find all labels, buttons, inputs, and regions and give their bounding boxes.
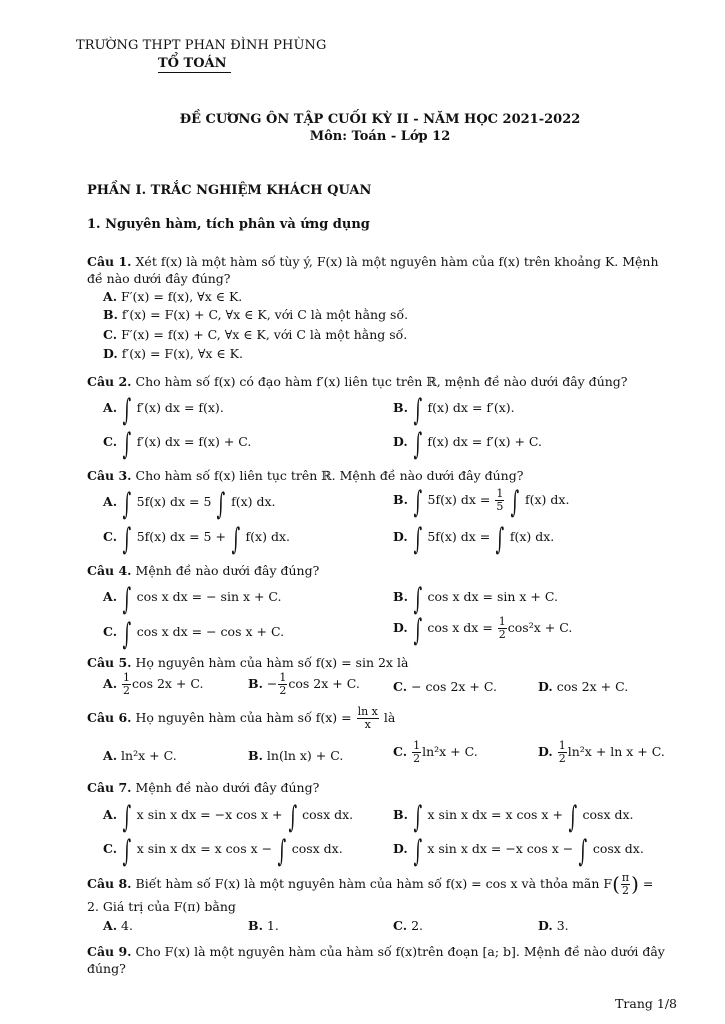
- question-7-option-d[interactable]: D. ∫ x sin x dx = −x cos x − ∫ cosx dx.: [393, 834, 644, 869]
- question-3-option-c[interactable]: C. ∫ 5f(x) dx = 5 + ∫ f(x) dx.: [103, 522, 290, 557]
- question-6-option-b[interactable]: B. ln(ln x) + C.: [248, 748, 344, 763]
- integral-icon: ∫: [122, 487, 132, 522]
- question-8-option-b[interactable]: B. 1.: [248, 918, 279, 933]
- question-7-option-a[interactable]: A. ∫ x sin x dx = −x cos x + ∫ cosx dx.: [103, 800, 354, 835]
- fraction: $\frac{1}{2}$: [123, 671, 131, 697]
- integral-icon: ∫: [122, 834, 132, 869]
- question-8-stem-continued: 2. Giá trị của F(π) bằng: [87, 899, 236, 914]
- fraction: $\frac{\text{ln x}}{x}$: [357, 705, 378, 731]
- integral-icon: ∫: [510, 485, 520, 520]
- question-2-option-a[interactable]: A. ∫ f′(x) dx = f(x).: [103, 393, 224, 428]
- question-7-option-b[interactable]: B. ∫ x sin x dx = x cos x + ∫ cosx dx.: [393, 800, 634, 835]
- question-6-option-d[interactable]: D. $\frac{1}{2}$ ln²x + ln x + C.: [538, 739, 665, 765]
- question-1-option-b[interactable]: B. f′(x) = F(x) + C, ∀x ∈ K, với C là một hằng số.: [103, 307, 409, 322]
- question-1: [87, 253, 677, 287]
- question-4-option-d[interactable]: D. ∫ cos x dx = $\frac{1}{2}$ cos²x + C.: [393, 613, 573, 648]
- question-8: Câu 8. Biết hàm số F(x) là một nguyên hàm của hàm số f(x) = cos x và thỏa mãn F( $\frac{\pi}{2}$ ) =: [87, 871, 654, 897]
- question-5-option-a[interactable]: A. $\frac{1}{2}$ cos 2x + C.: [103, 671, 204, 697]
- integral-icon: ∫: [413, 522, 422, 557]
- question-6-option-c[interactable]: C. $\frac{1}{2}$ ln²x + C.: [393, 739, 478, 765]
- integral-icon: ∫: [122, 427, 132, 462]
- integral-icon: ∫: [413, 834, 422, 869]
- page-number: Trang 1/8: [615, 996, 677, 1011]
- integral-icon: ∫: [413, 613, 422, 648]
- question-3: Câu 3. Cho hàm số f(x) liên tục trên ℝ. Mệnh đề nào dưới đây đúng?: [87, 468, 524, 483]
- integral-icon: ∫: [122, 800, 132, 835]
- fraction: $\frac{1}{2}$: [558, 739, 566, 765]
- question-6-option-a[interactable]: A. ln²x + C.: [103, 748, 177, 763]
- integral-icon: ∫: [578, 834, 588, 869]
- question-5: Câu 5. Họ nguyên hàm của hàm số f(x) = sin 2x là: [87, 655, 409, 670]
- question-1-option-c[interactable]: C. F′(x) = f(x) + C, ∀x ∈ K, với C là một hằng số.: [103, 327, 408, 342]
- question-8-option-d[interactable]: D. 3.: [538, 918, 569, 933]
- question-7-option-c[interactable]: C. ∫ x sin x dx = x cos x − ∫ cosx dx.: [103, 834, 343, 869]
- question-1-option-a[interactable]: A. F′(x) = f(x), ∀x ∈ K.: [103, 289, 243, 304]
- question-8-option-c[interactable]: C. 2.: [393, 918, 424, 933]
- question-2: Câu 2. Cho hàm số f(x) có đạo hàm f′(x) liên tục trên ℝ, mệnh đề nào dưới đây đúng?: [87, 374, 628, 389]
- question-1-option-d[interactable]: D. f′(x) = F(x), ∀x ∈ K.: [103, 346, 243, 361]
- integral-icon: ∫: [495, 522, 505, 557]
- integral-icon: ∫: [216, 487, 226, 522]
- question-4-option-c[interactable]: C. ∫ cos x dx = − cos x + C.: [103, 617, 285, 652]
- integral-icon: ∫: [277, 834, 287, 869]
- question-stem: Xét f(x) là một hàm số tùy ý, F(x) là một nguyên hàm của f(x) trên khoảng K. Mệnh đề nào dưới đây đúng?: [87, 254, 659, 286]
- question-label: Câu 1.: [87, 254, 132, 269]
- fraction: $\frac{1}{2}$: [279, 671, 287, 697]
- school-name: TRƯỜNG THPT PHAN ĐÌNH PHÙNG: [76, 38, 327, 53]
- integral-icon: ∫: [413, 800, 423, 835]
- part-title: PHẦN I. TRẮC NGHIỆM KHÁCH QUAN: [87, 183, 372, 198]
- question-3-option-b[interactable]: B. ∫ 5f(x) dx = $\frac{1}{5}$ ∫ f(x) dx.: [393, 485, 570, 520]
- fraction: $\frac{1}{5}$: [496, 487, 504, 513]
- integral-icon: ∫: [122, 522, 132, 557]
- integral-icon: ∫: [413, 393, 423, 428]
- document-subtitle: Môn: Toán - Lớp 12: [309, 129, 451, 144]
- question-2-option-d[interactable]: D. ∫ f(x) dx = f′(x) + C.: [393, 427, 543, 462]
- integral-icon: ∫: [122, 582, 132, 617]
- question-5-option-c[interactable]: C. − cos 2x + C.: [393, 679, 497, 694]
- integral-icon: ∫: [122, 393, 132, 428]
- question-3-option-a[interactable]: A. ∫ 5f(x) dx = 5 ∫ f(x) dx.: [103, 487, 276, 522]
- section-title: 1. Nguyên hàm, tích phân và ứng dụng: [87, 217, 370, 232]
- fraction: $\frac{1}{2}$: [498, 615, 506, 641]
- question-5-option-b[interactable]: B. − $\frac{1}{2}$ cos 2x + C.: [248, 671, 360, 697]
- question-7: Câu 7. Mệnh đề nào dưới đây đúng?: [87, 780, 320, 795]
- question-4: Câu 4. Mệnh đề nào dưới đây đúng?: [87, 563, 320, 578]
- integral-icon: ∫: [231, 522, 241, 557]
- integral-icon: ∫: [288, 800, 297, 835]
- fraction: $\frac{1}{2}$: [413, 739, 421, 765]
- integral-icon: ∫: [122, 617, 132, 652]
- fraction: $\frac{\pi}{2}$: [621, 871, 630, 897]
- integral-icon: ∫: [413, 582, 423, 617]
- question-4-option-a[interactable]: A. ∫ cos x dx = − sin x + C.: [103, 582, 282, 617]
- question-2-option-c[interactable]: C. ∫ f′(x) dx = f(x) + C.: [103, 427, 252, 462]
- question-4-option-b[interactable]: B. ∫ cos x dx = sin x + C.: [393, 582, 558, 617]
- question-3-option-d[interactable]: D. ∫ 5f(x) dx = ∫ f(x) dx.: [393, 522, 555, 557]
- department-name: TỔ TOÁN: [158, 56, 231, 73]
- integral-icon: ∫: [568, 800, 578, 835]
- question-6: Câu 6. Họ nguyên hàm của hàm số f(x) = $\frac{\text{ln x}}{x}$ là: [87, 705, 396, 731]
- integral-icon: ∫: [413, 427, 422, 462]
- question-2-option-b[interactable]: B. ∫ f(x) dx = f′(x).: [393, 393, 515, 428]
- question-5-option-d[interactable]: D. cos 2x + C.: [538, 679, 629, 694]
- integral-icon: ∫: [413, 485, 423, 520]
- document-title: ĐỀ CƯƠNG ÔN TẬP CUỐI KỲ II - NĂM HỌC 2021-2022: [179, 112, 581, 127]
- question-9: Câu 9. Cho F(x) là một nguyên hàm của hàm số f(x)trên đoạn [a; b]. Mệnh đề nào dưới đây đúng?: [87, 944, 665, 976]
- question-8-option-a[interactable]: A. 4.: [103, 918, 133, 933]
